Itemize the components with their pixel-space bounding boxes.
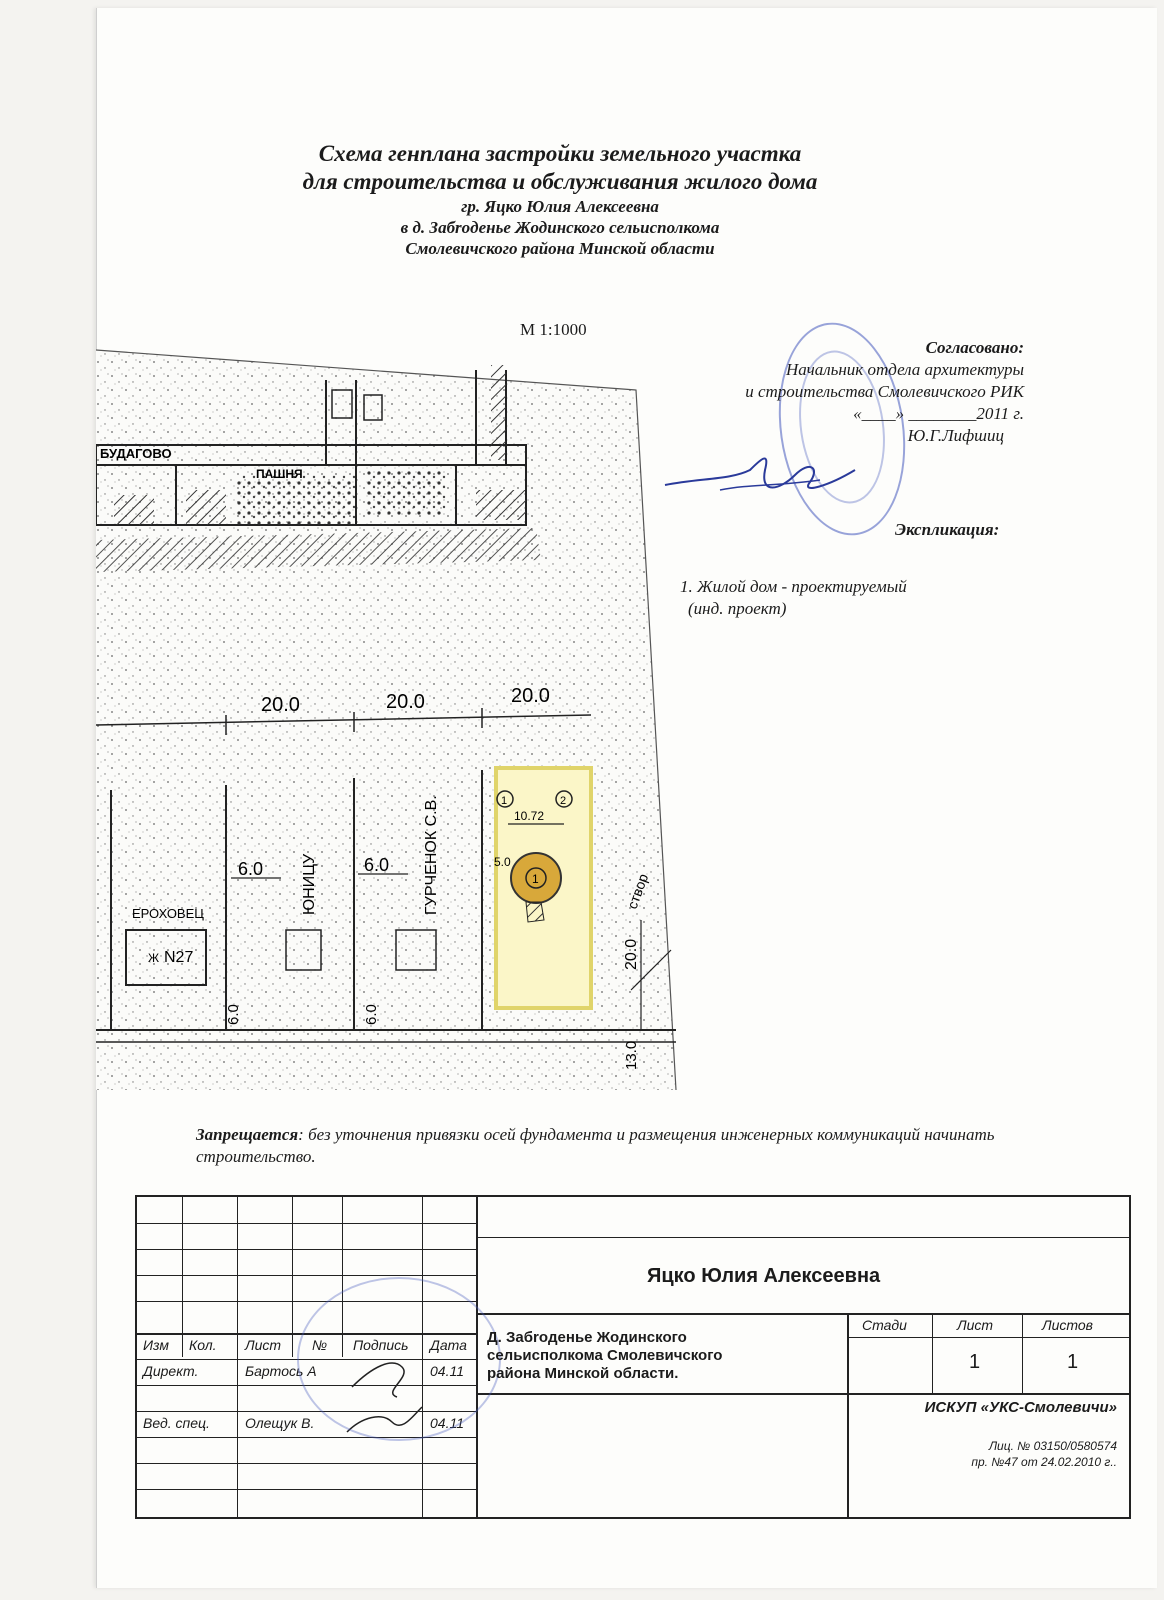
explication-title: Экспликация: xyxy=(895,520,1000,539)
dimension-label-3: 20.0 xyxy=(511,685,550,707)
construction-warning xyxy=(196,1124,1056,1168)
approval-position-2: и строительства Смолевичского РИК xyxy=(745,382,1024,401)
col-header-kol: Кол. xyxy=(189,1337,217,1353)
depth-label: 20.0 xyxy=(623,938,640,970)
sheets-count: 1 xyxy=(1067,1351,1079,1373)
scale-label: М 1:1000 xyxy=(520,320,587,339)
document-title xyxy=(200,140,920,259)
row-2-name: Олещук В. xyxy=(245,1415,315,1431)
license-number: Лиц. № 03150/0580574 xyxy=(988,1439,1117,1453)
warning-bold: Запрещается xyxy=(196,1125,299,1144)
sheets-header: Листов xyxy=(1042,1317,1093,1333)
col-header-signature: Подпись xyxy=(353,1337,409,1353)
setback-label-3: 6.0 xyxy=(225,1004,242,1025)
order-number: пр. №47 от 24.02.2010 г.. xyxy=(971,1455,1117,1469)
house-mark-label: Ж xyxy=(148,951,160,965)
dimension-label-1: 20.0 xyxy=(261,694,300,716)
title-line-3: гр. Яцко Юлия Алексеевна xyxy=(461,197,659,216)
axis-label-2: 2 xyxy=(560,795,567,807)
col-header-izm: Изм xyxy=(143,1337,169,1353)
owner-label-2: ЮНИЦУ xyxy=(301,853,318,915)
title-line-2: для строительства и обслуживания жилого дома xyxy=(302,169,818,194)
title-line-4: в д. Забroденье Жодинского сельисполкома xyxy=(400,218,720,237)
house-width-label: 10.72 xyxy=(514,809,545,823)
col-header-date: Дата xyxy=(430,1337,467,1353)
approval-heading: Согласовано: xyxy=(925,338,1024,357)
alignment-label: створ xyxy=(623,871,652,912)
approval-date: «____» ________2011 г. xyxy=(853,404,1024,423)
organization-name: ИСКУП «УКС-Смолевичи» xyxy=(924,1399,1117,1416)
approval-name: Ю.Г.Лифшиц xyxy=(907,426,1004,445)
site-plan-map xyxy=(96,330,696,1100)
sheet-number: 1 xyxy=(969,1351,981,1373)
street-label: БУДАГОВО xyxy=(100,446,172,461)
client-name: Яцко Юлия Алексеевна xyxy=(647,1265,881,1287)
owner-label-1: ЕРОХОВЕЦ xyxy=(132,906,204,921)
organization-stamp xyxy=(297,1277,501,1441)
col-header-list: Лист xyxy=(245,1337,282,1353)
stage-header: Стади xyxy=(862,1317,907,1333)
setback-label-2: 6.0 xyxy=(364,855,390,875)
approval-position-1: Начальник отдела архитектуры xyxy=(786,360,1024,379)
title-line-1: Схема генплана застройки земельного участка xyxy=(318,141,802,166)
offset-label: 5.0 xyxy=(494,855,511,869)
building-number: 1 xyxy=(532,872,539,886)
row-1-date: 04.11 xyxy=(430,1363,464,1379)
explication-item xyxy=(680,576,907,620)
location-text: Д. Забroденье Жодинского сельисполкома Смолевичского района Минской области. xyxy=(487,1329,723,1382)
approval-block xyxy=(644,337,1024,447)
row-2-date: 04.11 xyxy=(430,1415,464,1431)
title-block-table xyxy=(135,1195,1131,1519)
explication-item-1: 1. Жилой дом - проектируемый xyxy=(680,577,907,596)
title-line-5: Смолевичского района Минской области xyxy=(405,239,715,258)
dimension-label-2: 20.0 xyxy=(386,691,425,713)
road-width-label: 13.0 xyxy=(623,1040,640,1070)
sheet-header: Лист xyxy=(957,1317,994,1333)
owner-label-3: ГУРЧЕНОК С.В. xyxy=(423,795,440,915)
row-1-role: Директ. xyxy=(143,1363,199,1379)
row-1-name: Бартось А xyxy=(245,1363,317,1379)
setback-label-1: 6.0 xyxy=(238,859,264,879)
row-2-role: Вед. спец. xyxy=(143,1415,210,1431)
setback-label-4: 6.0 xyxy=(363,1004,380,1025)
house-number-label: N27 xyxy=(164,949,194,966)
axis-label-1: 1 xyxy=(501,795,508,807)
explication-item-1-note: (инд. проект) xyxy=(688,599,787,618)
field-label: ПАШНЯ xyxy=(256,467,303,481)
col-header-number: № xyxy=(312,1337,328,1353)
warning-text: : без уточнения привязки осей фундамента и размещения инженерных коммуникаций начинать строительство. xyxy=(196,1125,995,1166)
